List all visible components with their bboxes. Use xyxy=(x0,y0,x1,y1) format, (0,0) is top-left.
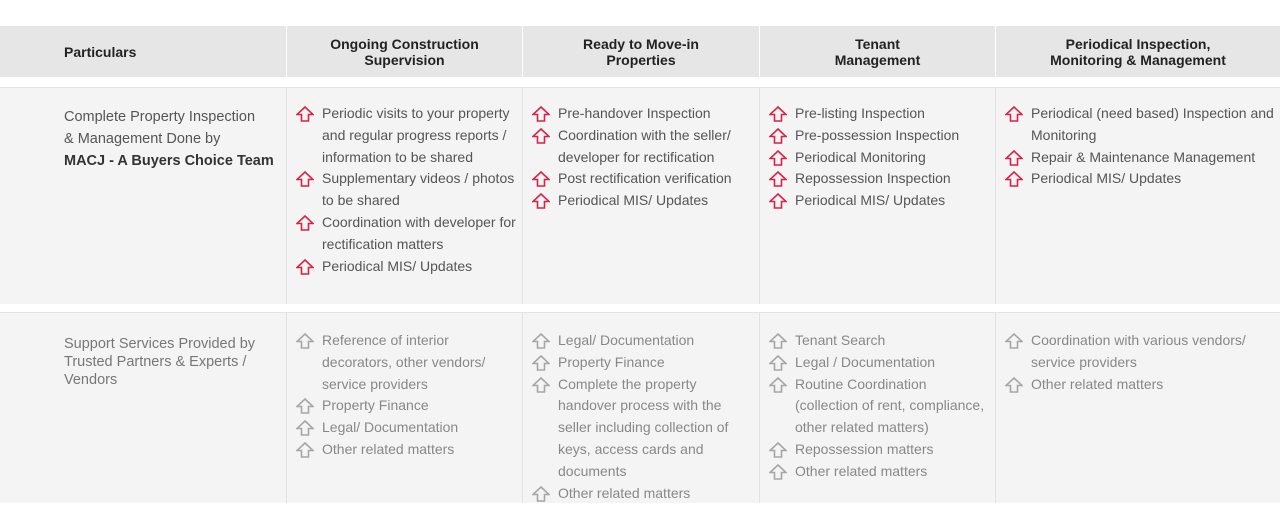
service-item xyxy=(769,168,989,190)
service-item xyxy=(296,212,516,256)
table-row-primary-services xyxy=(0,87,1280,304)
header-tenant-management: Tenant Management xyxy=(759,26,995,77)
up-arrow-outline-icon xyxy=(532,486,550,502)
service-item-text: Periodical MIS/ Updates xyxy=(795,192,946,209)
row-label-primary xyxy=(0,88,286,304)
service-item-text: Pre-handover Inspection xyxy=(558,105,711,121)
up-arrow-outline-icon xyxy=(296,106,314,122)
header-particulars: Particulars xyxy=(64,43,137,60)
service-item xyxy=(532,190,753,212)
service-item-text: Repair & Maintenance Management xyxy=(1031,148,1256,165)
service-list xyxy=(523,313,759,504)
service-item-text: Periodical MIS/ Updates xyxy=(558,192,709,209)
up-arrow-outline-icon xyxy=(532,171,550,187)
service-item xyxy=(769,125,989,147)
service-item-text: Repossession matters xyxy=(795,440,934,457)
header-ready-to-move-in-properties: Ready to Move-in Properties xyxy=(522,26,759,77)
service-item-text: Periodical MIS/ Updates xyxy=(322,257,473,274)
service-list xyxy=(287,88,522,277)
service-item xyxy=(1005,103,1274,147)
service-item-text: Property Finance xyxy=(322,397,429,414)
service-item-text: Property Finance xyxy=(558,353,665,370)
row-label-team-name: MACJ - A Buyers Choice Team xyxy=(64,153,274,169)
service-item xyxy=(296,168,516,212)
service-item-text: Legal/ Documentation xyxy=(558,332,695,348)
service-list xyxy=(760,88,995,212)
table-row-support-services xyxy=(0,312,1280,503)
up-arrow-outline-icon xyxy=(769,442,787,458)
services-comparison-table xyxy=(0,26,1280,503)
service-item-text: Periodical MIS/ Updates xyxy=(1031,170,1182,187)
up-arrow-outline-icon xyxy=(769,106,787,122)
service-item-text: Tenant Search xyxy=(795,332,886,348)
row-label-support xyxy=(0,313,286,503)
service-item-text: Reference of interior decorators, other vendors/ service providers xyxy=(322,332,486,392)
service-item-text: Repossession Inspection xyxy=(795,170,951,187)
service-item xyxy=(769,147,989,169)
service-item xyxy=(1005,330,1274,374)
service-item xyxy=(532,483,753,505)
service-item xyxy=(769,103,989,125)
service-item xyxy=(1005,168,1274,190)
service-list xyxy=(287,313,522,461)
service-item-text: Legal / Documentation xyxy=(795,353,936,370)
service-item-text: Complete the property handover process with the seller including collection of keys, access cards and documents xyxy=(558,375,729,479)
service-item-text: Periodical (need based) Inspection and Monitoring xyxy=(1031,105,1274,143)
up-arrow-outline-icon xyxy=(769,150,787,166)
header-ongoing-construction-supervision: Ongoing Construction Supervision xyxy=(286,26,522,77)
up-arrow-outline-icon xyxy=(1005,106,1023,122)
up-arrow-outline-icon xyxy=(532,128,550,144)
up-arrow-outline-icon xyxy=(769,464,787,480)
row-label-line: Vendors xyxy=(64,372,118,388)
service-item-text: Periodical Monitoring xyxy=(795,148,926,165)
service-item-text: Other related matters xyxy=(1031,375,1164,392)
service-list xyxy=(996,88,1280,190)
up-arrow-outline-icon xyxy=(296,259,314,275)
up-arrow-outline-icon xyxy=(296,215,314,231)
service-item xyxy=(1005,374,1274,396)
service-item xyxy=(769,330,989,352)
service-item-text: Periodic visits to your property and regular progress reports / information to be shared xyxy=(322,105,510,165)
service-item xyxy=(769,352,989,374)
row-label-line: Complete Property Inspection xyxy=(64,109,256,125)
up-arrow-outline-icon xyxy=(296,333,314,349)
service-item xyxy=(296,439,516,461)
up-arrow-outline-icon xyxy=(296,171,314,187)
service-item-text: Other related matters xyxy=(795,462,928,479)
up-arrow-outline-icon xyxy=(532,355,550,371)
service-item-text: Post rectification verification xyxy=(558,170,732,187)
service-item-text: Pre-listing Inspection xyxy=(795,105,925,121)
service-list xyxy=(996,313,1280,395)
service-item xyxy=(532,168,753,190)
up-arrow-outline-icon xyxy=(1005,171,1023,187)
service-item-text: Other related matters xyxy=(558,484,691,501)
row-label-line: & Management Done by xyxy=(64,131,221,147)
service-item-text: Coordination with the seller/ developer for rectification xyxy=(558,126,731,165)
header-periodical-inspection: Periodical Inspection, Monitoring & Management xyxy=(995,26,1280,77)
up-arrow-outline-icon xyxy=(296,420,314,436)
service-item xyxy=(769,461,989,483)
up-arrow-outline-icon xyxy=(1005,333,1023,349)
up-arrow-outline-icon xyxy=(532,377,550,393)
up-arrow-outline-icon xyxy=(296,442,314,458)
up-arrow-outline-icon xyxy=(769,171,787,187)
service-item-text: Legal/ Documentation xyxy=(322,419,459,436)
service-list xyxy=(523,88,759,212)
service-item xyxy=(769,439,989,461)
row-label-line: Support Services Provided by xyxy=(64,336,256,352)
service-item xyxy=(532,330,753,352)
row-label-line: Trusted Partners & Experts / xyxy=(64,354,247,370)
service-item xyxy=(296,256,516,278)
up-arrow-outline-icon xyxy=(532,193,550,209)
up-arrow-outline-icon xyxy=(769,333,787,349)
service-item xyxy=(296,103,516,168)
service-item-text: Coordination with various vendors/ service providers xyxy=(1031,332,1246,370)
service-item xyxy=(296,330,516,395)
service-item xyxy=(769,374,989,439)
service-item-text: Pre-possession Inspection xyxy=(795,126,960,143)
service-item-text: Other related matters xyxy=(322,440,455,457)
service-item-text: Routine Coordination (collection of rent, compliance, other related matters) xyxy=(795,375,985,436)
table-header-row xyxy=(0,26,1280,77)
service-item xyxy=(296,395,516,417)
up-arrow-outline-icon xyxy=(1005,377,1023,393)
up-arrow-outline-icon xyxy=(296,398,314,414)
service-list xyxy=(760,313,995,483)
up-arrow-outline-icon xyxy=(532,106,550,122)
service-item xyxy=(532,103,753,125)
service-item xyxy=(532,125,753,169)
service-item xyxy=(769,190,989,212)
up-arrow-outline-icon xyxy=(532,333,550,349)
up-arrow-outline-icon xyxy=(769,128,787,144)
service-item-text: Supplementary videos / photos to be shared xyxy=(322,170,515,209)
service-item xyxy=(532,374,753,483)
up-arrow-outline-icon xyxy=(769,355,787,371)
service-item xyxy=(532,352,753,374)
up-arrow-outline-icon xyxy=(769,377,787,393)
up-arrow-outline-icon xyxy=(1005,150,1023,166)
service-item xyxy=(296,417,516,439)
up-arrow-outline-icon xyxy=(769,193,787,209)
service-item-text: Coordination with developer for rectification matters xyxy=(322,213,516,252)
service-item xyxy=(1005,147,1274,169)
